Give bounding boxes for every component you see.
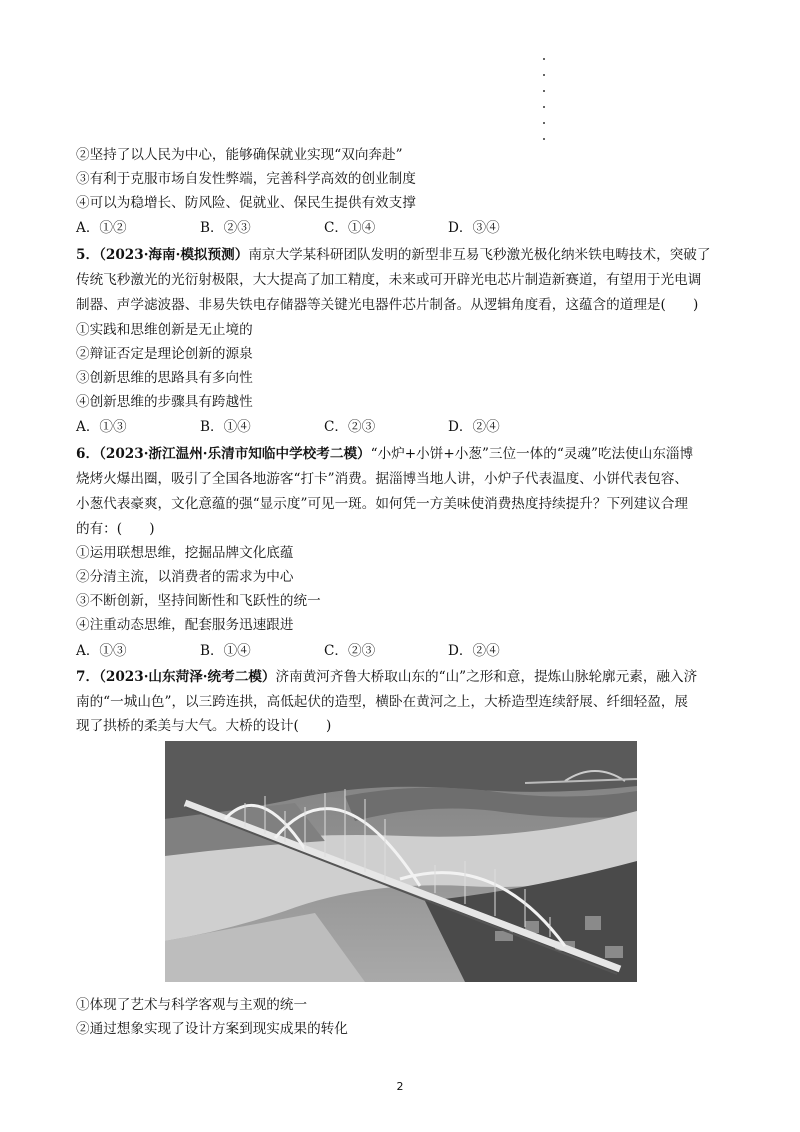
- page-number: 2: [396, 1080, 404, 1093]
- q5-stem-line-3: 制器、声学滤波器、非易失铁电存储器等关键光电器件芯片制备。从逻辑角度看，这蕴含的道理是( ): [76, 297, 699, 313]
- q5-number: 5．: [76, 247, 100, 263]
- q6-option-4: ④注重动态思维，配套服务迅速跟进: [76, 617, 294, 633]
- q6-option-2: ②分清主流，以消费者的需求为中心: [76, 569, 294, 585]
- q5-answer-choices: [76, 417, 736, 437]
- q6-option-3: ③不断创新，坚持间断性和飞跃性的统一: [76, 593, 321, 609]
- q6-answer-choices: [76, 641, 736, 661]
- q5-choice-d: D．②④: [448, 419, 500, 435]
- q4-option-3: ③有利于克服市场自发性弊端，完善科学高效的创业制度: [76, 171, 416, 187]
- q6-stem-line-2: 烧烤火爆出圈，吸引了全国各地游客“打卡”消费。据淄博当地人讲，小炉子代表温度、小饼代表包容、: [76, 471, 689, 487]
- q4-choice-a: A．①②: [76, 220, 127, 236]
- q6-stem-line-1: [76, 444, 693, 464]
- bridge-photo: [165, 741, 637, 982]
- q7-option-2: ②通过想象实现了设计方案到现实成果的转化: [76, 1021, 348, 1037]
- q6-choice-a: A．①③: [76, 643, 127, 659]
- q4-option-2: ②坚持了以人民为中心，能够确保就业实现“双向奔赴”: [76, 147, 403, 163]
- q5-choice-c: C．②③: [324, 419, 376, 435]
- margin-dots: [543, 58, 546, 154]
- q5-option-3: ③创新思维的思路具有多向性: [76, 370, 253, 386]
- q6-choice-d: D．②④: [448, 643, 500, 659]
- q6-stem-line-4: 的有：( ): [76, 521, 155, 537]
- q7-number: 7．: [76, 669, 100, 685]
- q5-choice-b: B．①④: [200, 419, 251, 435]
- q7-stem-line-2: 南的“一城山色”，以三跨连拱，高低起伏的造型，横卧在黄河之上，大桥造型连续舒展、纤细轻盈，展: [76, 694, 689, 710]
- q5-stem-text-1: 南京大学某科研团队发明的新型非互易飞秒激光极化纳米铁电畴技术，突破了: [248, 247, 711, 263]
- q5-choice-a: A．①③: [76, 419, 127, 435]
- q7-stem-text-1: 济南黄河齐鲁大桥取山东的“山”之形和意，提炼山脉轮廓元素，融入济: [275, 669, 698, 685]
- q4-choice-b: B．②③: [200, 220, 251, 236]
- q6-choice-b: B．①④: [200, 643, 251, 659]
- q5-option-4: ④创新思维的步骤具有跨越性: [76, 394, 253, 410]
- q6-option-1: ①运用联想思维，挖掘品牌文化底蕴: [76, 545, 294, 561]
- q4-choice-d: D．③④: [448, 220, 500, 236]
- q6-stem-text-1: “小炉+小饼+小葱”三位一体的“灵魂”吃法使山东淄博: [370, 446, 694, 462]
- q7-stem-line-3: 现了拱桥的柔美与大气。大桥的设计( ): [76, 718, 332, 734]
- q6-number: 6．: [76, 446, 100, 462]
- q5-stem-line-2: 传统飞秒激光的光衍射极限，大大提高了加工精度，未来或可开辟光电芯片制造新赛道，有望用于光电调: [76, 272, 702, 288]
- q7-stem-line-1: [76, 667, 697, 687]
- q7-option-1: ①体现了艺术与科学客观与主观的统一: [76, 997, 308, 1013]
- q6-choice-c: C．②③: [324, 643, 376, 659]
- q5-stem-line-1: [76, 245, 711, 265]
- q7-source: （2023·山东菏泽·统考二模）: [99, 669, 276, 685]
- q5-option-2: ②辩证否定是理论创新的源泉: [76, 346, 253, 362]
- q6-stem-line-3: 小葱代表豪爽，文化意蕴的强“显示度”可见一斑。如何凭一方美味使消费热度持续提升？下列建议合理: [76, 496, 689, 512]
- q6-source: （2023·浙江温州·乐清市知临中学校考二模）: [99, 446, 371, 462]
- q5-option-1: ①实践和思维创新是无止境的: [76, 322, 253, 338]
- q5-source: （2023·海南·模拟预测）: [99, 247, 249, 263]
- q4-option-4: ④可以为稳增长、防风险、促就业、保民生提供有效支撑: [76, 195, 416, 211]
- q4-answer-choices: [76, 218, 736, 238]
- q4-choice-c: C．①④: [324, 220, 376, 236]
- bridge-photo-illustration: [165, 741, 637, 982]
